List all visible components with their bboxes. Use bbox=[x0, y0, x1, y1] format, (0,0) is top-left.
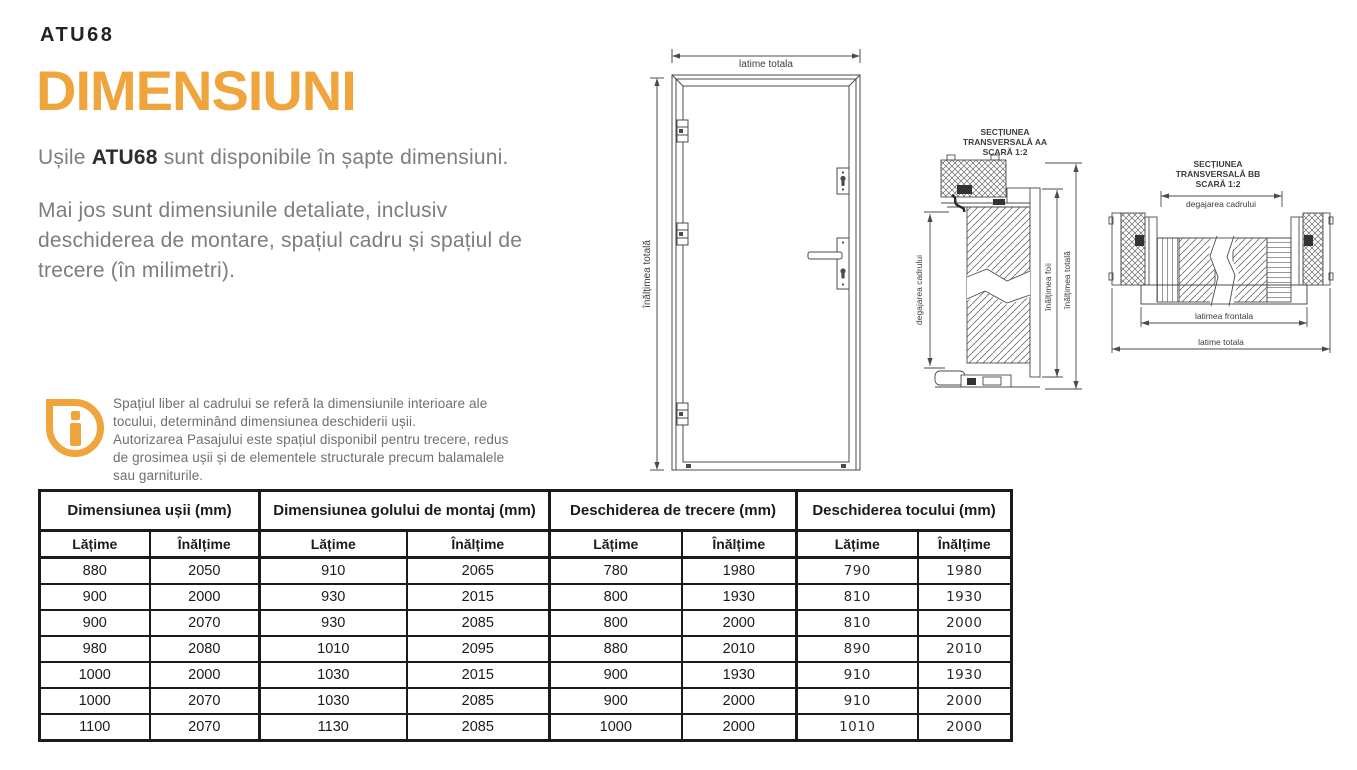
info-icon-stem bbox=[70, 423, 81, 446]
table-cell: 880 bbox=[550, 636, 682, 662]
table-cell: 1930 bbox=[918, 584, 1012, 610]
section-aa-frame-clearance-label: degajarea cadrului bbox=[914, 255, 924, 325]
info-icon bbox=[46, 399, 104, 457]
table-cell: 900 bbox=[40, 610, 150, 636]
table-cell: 2065 bbox=[407, 558, 550, 585]
table-cell: 2085 bbox=[407, 714, 550, 741]
group-header-door-size: Dimensiunea ușii (mm) bbox=[40, 491, 260, 531]
table-subheader-row bbox=[40, 531, 1012, 558]
group-header-passage-opening: Deschiderea de trecere (mm) bbox=[550, 491, 797, 531]
door-width-label: latime totala bbox=[739, 59, 793, 70]
intro-bold-model: ATU68 bbox=[91, 146, 158, 169]
table-cell: 2010 bbox=[918, 636, 1012, 662]
table-cell: 1000 bbox=[40, 688, 150, 714]
table-cell: 1000 bbox=[40, 662, 150, 688]
table-cell: 2000 bbox=[682, 688, 797, 714]
table-cell: 810 bbox=[797, 610, 918, 636]
lock-escutcheon-icon bbox=[837, 168, 849, 194]
subheader-height: Înălțime bbox=[918, 531, 1012, 558]
table-cell: 1980 bbox=[918, 558, 1012, 585]
section-aa-diagram bbox=[895, 115, 1115, 405]
group-header-frame-opening: Deschiderea tocului (mm) bbox=[797, 491, 1012, 531]
table-cell: 880 bbox=[40, 558, 150, 585]
section-bb-front-width-label: latimea frontala bbox=[1194, 311, 1254, 321]
table-row bbox=[40, 584, 1012, 610]
table-group-header-row bbox=[40, 491, 1012, 531]
table-cell: 800 bbox=[550, 584, 682, 610]
table-cell: 2000 bbox=[918, 610, 1012, 636]
table-cell: 1930 bbox=[682, 662, 797, 688]
section-aa-title-1: SECȚIUNEA bbox=[980, 127, 1030, 137]
table-cell: 2015 bbox=[407, 662, 550, 688]
table-cell: 1010 bbox=[797, 714, 918, 741]
subheader-height: Înălțime bbox=[682, 531, 797, 558]
table-cell: 800 bbox=[550, 610, 682, 636]
table-cell: 810 bbox=[797, 584, 918, 610]
intro-line-1 bbox=[38, 143, 558, 173]
section-aa-title-2: TRANSVERSALĂ AA bbox=[962, 137, 1048, 147]
table-cell: 2015 bbox=[407, 584, 550, 610]
info-icon-dot bbox=[71, 411, 80, 420]
subheader-width: Lățime bbox=[797, 531, 918, 558]
table-cell: 2000 bbox=[918, 714, 1012, 741]
table-cell: 2000 bbox=[150, 662, 260, 688]
section-bb-title-3: SCARĂ 1:2 bbox=[1195, 179, 1241, 189]
intro-line-2: Mai jos sunt dimensiunile detaliate, inclusiv deschiderea de montare, spațiul cadru și spațiul de trecere (în milimetri). bbox=[38, 199, 523, 282]
note-line-1: Spațiul liber al cadrului se referă la dimensiunile interioare ale tocului, determinând dimensiunea deschiderii ușii. bbox=[113, 396, 488, 429]
table-cell: 1100 bbox=[40, 714, 150, 741]
table-cell: 1980 bbox=[682, 558, 797, 585]
table-cell: 2080 bbox=[150, 636, 260, 662]
page-title: DIMENSIUNI bbox=[36, 59, 356, 122]
table-cell: 2070 bbox=[150, 688, 260, 714]
table-cell: 930 bbox=[260, 584, 407, 610]
table-cell: 2050 bbox=[150, 558, 260, 585]
table-cell: 2085 bbox=[407, 688, 550, 714]
table-cell: 900 bbox=[550, 688, 682, 714]
table-cell: 910 bbox=[797, 688, 918, 714]
section-bb-title-1: SECȚIUNEA bbox=[1193, 159, 1243, 169]
model-code: ATU68 bbox=[40, 24, 115, 46]
table-cell: 2000 bbox=[150, 584, 260, 610]
note-line-2: Autorizarea Pasajului este spațiul disponibil pentru trecere, redus de grosimea ușii și de elementele structurale precum balamalele sau garniturile. bbox=[113, 432, 509, 483]
table-cell: 1030 bbox=[260, 688, 407, 714]
table-cell: 980 bbox=[40, 636, 150, 662]
table-row bbox=[40, 662, 1012, 688]
table-cell: 790 bbox=[797, 558, 918, 585]
section-bb-title-2: TRANSVERSALĂ BB bbox=[1175, 169, 1261, 179]
table-cell: 1130 bbox=[260, 714, 407, 741]
table-row bbox=[40, 636, 1012, 662]
table-cell: 2070 bbox=[150, 714, 260, 741]
table-cell: 2000 bbox=[682, 714, 797, 741]
table-row bbox=[40, 688, 1012, 714]
table-cell: 2095 bbox=[407, 636, 550, 662]
table-cell: 780 bbox=[550, 558, 682, 585]
intro-text: Ușile bbox=[38, 146, 92, 169]
section-bb-diagram bbox=[1105, 155, 1355, 370]
table-cell: 2070 bbox=[150, 610, 260, 636]
table-row bbox=[40, 714, 1012, 741]
table-cell: 1930 bbox=[918, 662, 1012, 688]
section-bb-total-width-label: latime totala bbox=[1198, 337, 1244, 347]
intro-text-tail: sunt disponibile în șapte dimensiuni. bbox=[157, 146, 509, 169]
door-handle-icon bbox=[808, 238, 849, 289]
door-height-label: înălțimea totală bbox=[642, 240, 653, 308]
hinge-icon bbox=[677, 403, 688, 425]
dimensions-table bbox=[38, 489, 1013, 742]
group-header-mounting-gap: Dimensiunea golului de montaj (mm) bbox=[260, 491, 550, 531]
hinge-icon bbox=[677, 120, 688, 142]
table-cell: 2000 bbox=[682, 610, 797, 636]
table-cell: 1930 bbox=[682, 584, 797, 610]
table-cell: 1000 bbox=[550, 714, 682, 741]
subheader-width: Lățime bbox=[550, 531, 682, 558]
section-aa-leaf-height-label: înălțimea foii bbox=[1043, 263, 1053, 311]
table-cell: 1030 bbox=[260, 662, 407, 688]
table-cell: 2010 bbox=[682, 636, 797, 662]
table-cell: 2000 bbox=[918, 688, 1012, 714]
subheader-width: Lățime bbox=[260, 531, 407, 558]
table-cell: 910 bbox=[797, 662, 918, 688]
subheader-width: Lățime bbox=[40, 531, 150, 558]
table-row bbox=[40, 558, 1012, 585]
section-aa-title-3: SCARĂ 1:2 bbox=[982, 147, 1028, 157]
subheader-height: Înălțime bbox=[407, 531, 550, 558]
table-body bbox=[40, 558, 1012, 741]
table-cell: 2085 bbox=[407, 610, 550, 636]
hinge-icon bbox=[677, 223, 688, 245]
table-cell: 900 bbox=[40, 584, 150, 610]
section-aa-total-height-label: înălțimea totală bbox=[1062, 251, 1072, 309]
note-text bbox=[113, 395, 521, 485]
section-bb-frame-clearance-label: degajarea cadrului bbox=[1186, 199, 1256, 209]
table-cell: 890 bbox=[797, 636, 918, 662]
table-cell: 900 bbox=[550, 662, 682, 688]
table-cell: 930 bbox=[260, 610, 407, 636]
table-cell: 1010 bbox=[260, 636, 407, 662]
table-row bbox=[40, 610, 1012, 636]
door-diagram bbox=[640, 35, 880, 485]
table-cell: 910 bbox=[260, 558, 407, 585]
subheader-height: Înălțime bbox=[150, 531, 260, 558]
